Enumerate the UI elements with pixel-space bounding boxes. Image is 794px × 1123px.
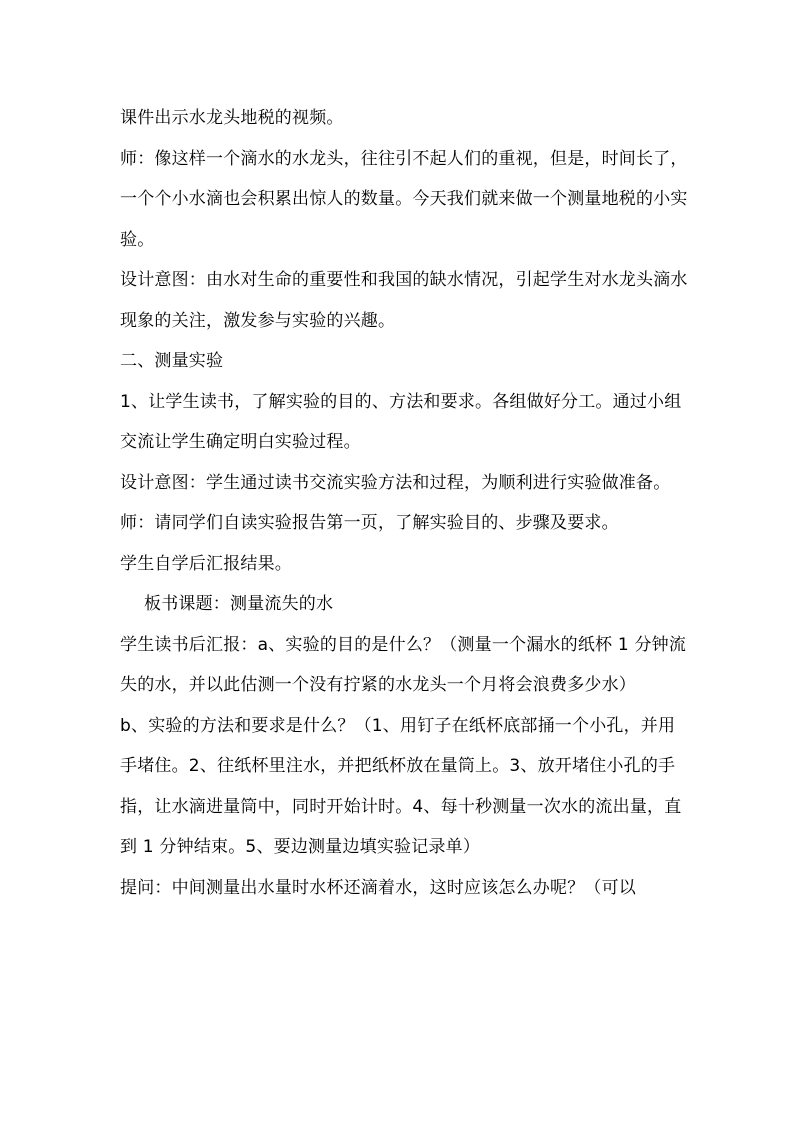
paragraph-question-followup: 提问：中间测量出水量时水杯还滴着水，这时应该怎么办呢？（可以 bbox=[120, 877, 636, 898]
document-body bbox=[120, 98, 690, 908]
paragraph-board-title: 板书课题：测量流失的水 bbox=[144, 594, 334, 614]
paragraph-video-intro: 课件出示水龙头地税的视频。 bbox=[120, 108, 344, 128]
paragraph-question-b: b、实验的方法和要求是什么？（1、用钉子在纸杯底部捅一个小孔，并用手堵住。2、往纸杯里注水，并把纸杯放在量筒上。3、放开堵住小孔的手指，让水滴进量筒中，同时开始计时。4、每十秒测量一次水的流出量，直到 1 分钟结束。5、要边测量边填实验记录单） bbox=[120, 715, 682, 857]
paragraph-design-intent-1: 设计意图：由水对生命的重要性和我国的缺水情况，引起学生对水龙头滴水现象的关注，激发参与实验的兴趣。 bbox=[120, 270, 688, 331]
paragraph-teacher-intro: 师：像这样一个滴水的水龙头，往往引不起人们的重视，但是，时间长了，一个个小水滴也会积累出惊人的数量。今天我们就来做一个测量地税的小实验。 bbox=[120, 148, 688, 250]
section-heading-experiment: 二、测量实验 bbox=[120, 351, 224, 371]
paragraph-teacher-request: 师：请同学们自读实验报告第一页，了解实验目的、步骤及要求。 bbox=[120, 513, 619, 533]
paragraph-design-intent-2: 设计意图：学生通过读书交流实验方法和过程，为顺利进行实验做准备。 bbox=[120, 472, 671, 493]
paragraph-question-a: 学生读书后汇报：a、实验的目的是什么？（测量一个漏水的纸杯 1 分钟流失的水，并以此估测一个没有拧紧的水龙头一个月将会浪费多少水） bbox=[120, 634, 687, 695]
paragraph-step-1: 1、让学生读书，了解实验的目的、方法和要求。各组做好分工。通过小组交流让学生确定明白实验过程。 bbox=[120, 391, 682, 452]
paragraph-student-report: 学生自学后汇报结果。 bbox=[120, 553, 292, 574]
